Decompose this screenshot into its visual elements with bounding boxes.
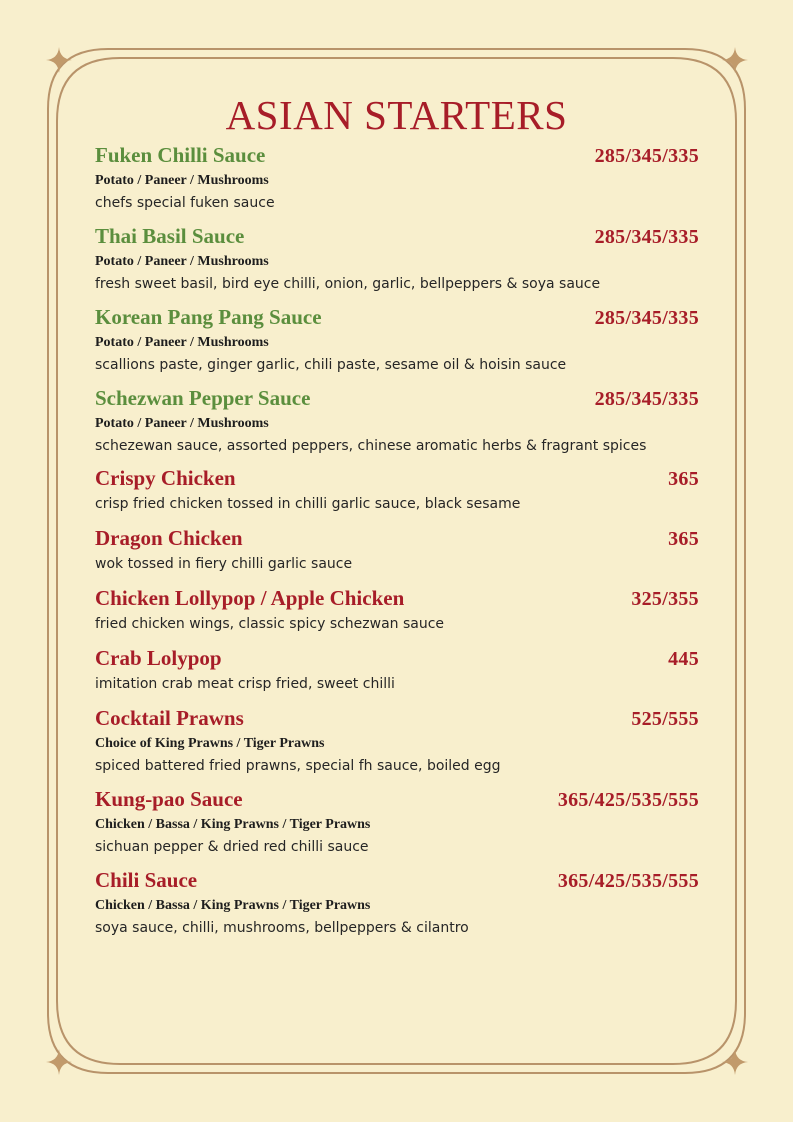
menu-list [95, 143, 699, 949]
item-description: fried chicken wings, classic spicy schezwan sauce [95, 616, 445, 632]
item-options: Choice of King Prawns / Tiger Prawns [95, 736, 325, 751]
item-name: Chicken Lollypop / Apple Chicken [95, 586, 405, 610]
item-name: Crispy Chicken [95, 466, 236, 490]
item-options: Potato / Paneer / Mushrooms [95, 416, 269, 431]
item-description: imitation crab meat crisp fried, sweet chilli [95, 676, 395, 692]
menu-item [95, 143, 699, 224]
item-price: 445 [668, 648, 699, 670]
item-price: 365/425/535/555 [557, 870, 699, 892]
item-price: 285/345/335 [594, 388, 699, 410]
item-options: Potato / Paneer / Mushrooms [95, 254, 269, 269]
item-name: Cocktail Prawns [95, 706, 244, 730]
item-options: Chicken / Bassa / King Prawns / Tiger Prawns [95, 817, 371, 832]
menu-item [95, 868, 699, 949]
item-description: fresh sweet basil, bird eye chilli, onion, garlic, bellpeppers & soya sauce [95, 276, 601, 292]
menu-item [95, 706, 699, 787]
item-price: 365 [668, 528, 699, 550]
item-name: Thai Basil Sauce [95, 224, 245, 248]
item-description: wok tossed in fiery chilli garlic sauce [95, 556, 353, 572]
sparkle-icon [722, 1049, 748, 1075]
item-description: crisp fried chicken tossed in chilli garlic sauce, black sesame [95, 496, 521, 512]
item-price: 325/355 [631, 588, 699, 610]
item-name: Schezwan Pepper Sauce [95, 386, 311, 410]
menu-item [95, 386, 699, 466]
item-description: scallions paste, ginger garlic, chili paste, sesame oil & hoisin sauce [95, 357, 567, 373]
item-price: 285/345/335 [594, 307, 699, 329]
item-name: Dragon Chicken [95, 526, 243, 550]
menu-item [95, 646, 699, 706]
item-options: Potato / Paneer / Mushrooms [95, 173, 269, 188]
menu-item [95, 224, 699, 305]
item-description: chefs special fuken sauce [95, 195, 275, 211]
item-price: 525/555 [631, 708, 699, 730]
item-name: Chili Sauce [95, 868, 198, 892]
page-title: ASIAN STARTERS [225, 92, 568, 138]
item-name: Korean Pang Pang Sauce [95, 305, 322, 329]
item-price: 285/345/335 [594, 226, 699, 248]
item-description: sichuan pepper & dried red chilli sauce [95, 839, 369, 855]
item-price: 365/425/535/555 [557, 789, 699, 811]
item-name: Fuken Chilli Sauce [95, 143, 266, 167]
sparkle-icon [722, 47, 748, 73]
sparkle-icon [46, 1049, 72, 1075]
menu-item [95, 586, 699, 646]
item-price: 285/345/335 [594, 145, 699, 167]
sparkle-icon [46, 47, 72, 73]
item-options: Potato / Paneer / Mushrooms [95, 335, 269, 350]
menu-item [95, 787, 699, 868]
item-name: Crab Lolypop [95, 646, 222, 670]
item-description: soya sauce, chilli, mushrooms, bellpeppers & cilantro [95, 920, 469, 936]
item-description: schezewan sauce, assorted peppers, chinese aromatic herbs & fragrant spices [95, 438, 647, 454]
item-options: Chicken / Bassa / King Prawns / Tiger Prawns [95, 898, 371, 913]
item-price: 365 [668, 468, 699, 490]
menu-item [95, 305, 699, 386]
menu-item [95, 466, 699, 526]
item-name: Kung-pao Sauce [95, 787, 243, 811]
item-description: spiced battered fried prawns, special fh sauce, boiled egg [95, 758, 501, 774]
menu-item [95, 526, 699, 586]
